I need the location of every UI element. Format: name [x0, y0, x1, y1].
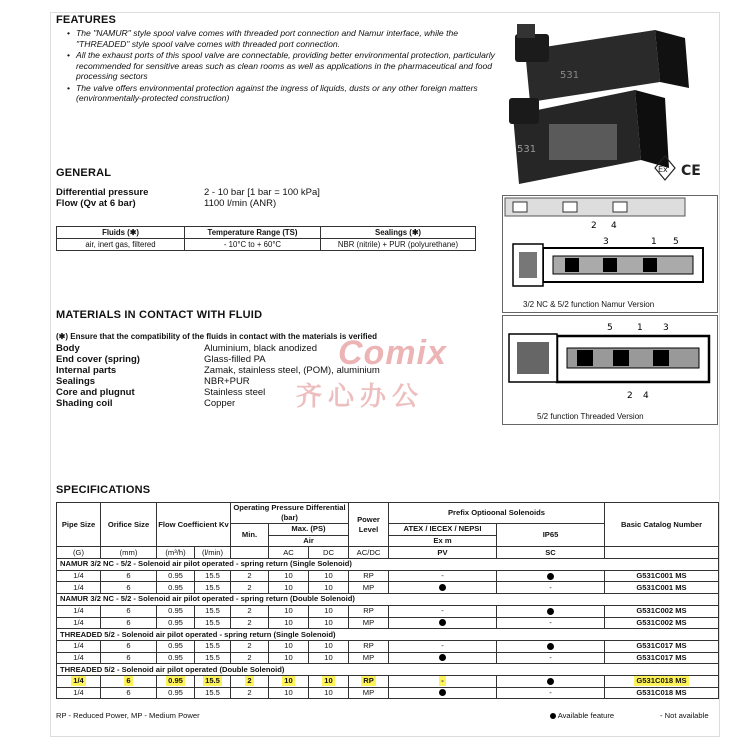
highlighted-value: 0.95 — [168, 676, 183, 686]
svg-text:1: 1 — [651, 237, 657, 247]
table-cell: G531C018 MS — [605, 687, 719, 699]
table-cell: 15.5 — [195, 605, 231, 617]
table-cell — [605, 675, 719, 687]
table-cell: 10 — [309, 687, 349, 699]
table-cell: G531C017 MS — [605, 640, 719, 652]
cell-available — [497, 605, 605, 617]
highlighted-value: 10 — [324, 676, 333, 686]
table-cell: 10 — [269, 640, 309, 652]
highlighted-value: 10 — [284, 676, 293, 686]
group-row — [57, 664, 719, 676]
table-cell: 1/4 — [57, 605, 101, 617]
table-cell: 6 — [101, 582, 157, 594]
svg-text:531: 531 — [517, 144, 537, 155]
col-pipe: Pipe Size — [57, 503, 101, 547]
svg-text:2: 2 — [627, 391, 633, 401]
specifications-title: SPECIFICATIONS — [56, 484, 151, 496]
table-cell: 0.95 — [157, 652, 195, 664]
material-row: End cover (spring) Glass-filled PA — [56, 354, 266, 365]
table-cell: 6 — [101, 640, 157, 652]
available-dot-icon — [547, 608, 554, 615]
col-catalog: Basic Catalog Number — [605, 503, 719, 547]
group-row — [57, 629, 719, 641]
highlighted-value: G531C018 MS — [636, 676, 687, 686]
table-cell: 0.95 — [157, 640, 195, 652]
svg-text:CE: CE — [681, 163, 701, 179]
table-cell: - — [497, 652, 605, 664]
table-row — [57, 652, 719, 664]
available-dot-icon — [439, 689, 446, 696]
svg-text:2: 2 — [591, 221, 597, 231]
table-cell — [309, 675, 349, 687]
table-cell: MP — [349, 617, 389, 629]
table-cell: 6 — [101, 687, 157, 699]
highlighted-value: 15.5 — [205, 676, 220, 686]
table-cell — [195, 675, 231, 687]
table-cell: 2 — [231, 570, 269, 582]
table-cell: 6 — [101, 570, 157, 582]
table-row — [57, 640, 719, 652]
material-row: Internal parts Zamak, stainless steel, (POM), aluminium — [56, 365, 380, 376]
highlighted-value: - — [441, 676, 444, 686]
group-title: THREADED 5/2 - Solenoid air pilot operated - spring return (Single Solenoid) — [57, 629, 719, 641]
cell-available — [497, 640, 605, 652]
material-row: Shading coil Copper — [56, 398, 236, 409]
table-cell: 1/4 — [57, 617, 101, 629]
table-cell: 2 — [231, 605, 269, 617]
col-prefix: Prefix Optioonal Solenoids — [389, 503, 605, 524]
available-dot-icon — [547, 643, 554, 650]
table-cell — [101, 675, 157, 687]
table-cell: RP — [349, 605, 389, 617]
table-cell: - — [389, 640, 497, 652]
table-cell: 6 — [101, 617, 157, 629]
svg-text:Ex: Ex — [658, 165, 668, 174]
highlighted-value: 2 — [247, 676, 252, 686]
table-cell: G531C017 MS — [605, 652, 719, 664]
group-row — [57, 594, 719, 606]
table-cell: 15.5 — [195, 640, 231, 652]
specifications-table: Pipe Size Orifice Size Flow Coefficient Kv Operating Pressure Differential (bar) Power Level Prefix Optioonal Solenoids Basic Catalog Number Min. Max. (PS) ATEX / IECEX / NEPSI IP65 Air Ex m (G) (mm) (m³/h) (l/min) AC DC AC/DC PV SC NAMUR 3/2 NC - 5/2 - Solenoid air pilot operated - spring return (Single Solenoid) 1/4 6 0.95 15.5 2 10 10 RP - G531C001 MS 1/4 6 0.95 15.5 2 10 10 MP - G531C001 MS NAMUR 3/2 NC - 5/2 - Solenoid air pilot operated - spring return (Double Solenoid) 1/4 6 0.95 15.5 2 10 10 RP - G531C002 MS 1/4 6 0.95 15.5 2 10 10 MP - G531C002 MS THREADED 5/2 - Solenoid air pilot operated - spring return (Single Solenoid) 1/4 6 0.95 15.5 2 10 10 RP - G531C017 MS 1/4 6 0.95 15.5 2 10 10 MP - G531C017 MS THREADED 5/2 - Solenoid air pilot operated (Double Solenoid) 1/4 6 0.95 15.5 2 10 10 RP - G531C018 MS 1/4 6 0.95 15.5 2 10 10 MP - G531C018 MS — [56, 502, 719, 699]
table-cell: G531C001 MS — [605, 582, 719, 594]
table-cell: RP — [349, 570, 389, 582]
group-title: NAMUR 3/2 NC - 5/2 - Solenoid air pilot operated - spring return (Double Solenoid) — [57, 594, 719, 606]
watermark-chinese: 齐心办公 — [296, 381, 425, 411]
table-cell: 6 — [101, 605, 157, 617]
table-cell — [349, 675, 389, 687]
cell-available — [389, 582, 497, 594]
table-cell: 0.95 — [157, 605, 195, 617]
fluid-table: Fluids (✱) Temperature Range (TS) Sealings (✱) air, inert gas, filtered - 10°C to + 60°C NBR (nitrile) + PUR (polyurethane) — [56, 226, 476, 251]
table-cell: 15.5 — [195, 687, 231, 699]
table-cell: 10 — [309, 652, 349, 664]
table-cell — [231, 675, 269, 687]
table-cell: 6 — [101, 652, 157, 664]
table-cell: 10 — [269, 605, 309, 617]
table-cell: 15.5 — [195, 582, 231, 594]
svg-text:531: 531 — [560, 70, 580, 81]
materials-note: (✱) Ensure that the compatibility of the fluids in contact with the materials is verified — [56, 332, 377, 341]
material-row: Body Aluminium, black anodized — [56, 343, 318, 354]
available-dot-icon — [550, 713, 556, 719]
table-cell: 10 — [269, 687, 309, 699]
svg-text:5: 5 — [673, 237, 679, 247]
table-cell: 1/4 — [57, 570, 101, 582]
material-row: Core and plugnut Stainless steel — [56, 387, 266, 398]
table-cell: 1/4 — [57, 652, 101, 664]
table-cell: 2 — [231, 640, 269, 652]
table-cell: 1/4 — [57, 640, 101, 652]
available-dot-icon — [439, 654, 446, 661]
table-cell: 0.95 — [157, 617, 195, 629]
table-cell: 10 — [269, 652, 309, 664]
threaded-caption: 5/2 function Threaded Version — [537, 412, 644, 421]
table-cell: 10 — [269, 570, 309, 582]
general-row: Flow (Qv at 6 bar) 1100 l/min (ANR) — [56, 198, 277, 209]
table-cell: 2 — [231, 582, 269, 594]
table-cell: 10 — [269, 617, 309, 629]
table-row — [57, 582, 719, 594]
group-row — [57, 559, 719, 571]
cell-available — [497, 675, 605, 687]
available-dot-icon — [547, 678, 554, 685]
table-cell: - — [497, 617, 605, 629]
footer-legend: RP - Reduced Power, MP - Medium Power — [56, 711, 200, 720]
table-row — [57, 617, 719, 629]
col-power: Power Level — [349, 503, 389, 547]
group-title: NAMUR 3/2 NC - 5/2 - Solenoid air pilot operated - spring return (Single Solenoid) — [57, 559, 719, 571]
table-cell: 10 — [309, 617, 349, 629]
table-cell: 10 — [269, 582, 309, 594]
table-cell: 0.95 — [157, 570, 195, 582]
general-title: GENERAL — [56, 167, 112, 179]
table-cell: 15.5 — [195, 652, 231, 664]
feature-item: • The "NAMUR" style spool valve comes with threaded port connection and Namur interface, while the "THREADED" style spool valve comes with threaded port connection. — [66, 28, 496, 49]
svg-text:1: 1 — [637, 323, 643, 333]
table-cell: 2 — [231, 617, 269, 629]
table-cell: 15.5 — [195, 570, 231, 582]
cell-available — [389, 652, 497, 664]
table-cell — [389, 675, 497, 687]
table-cell: RP — [349, 640, 389, 652]
svg-text:3: 3 — [663, 323, 669, 333]
cell-available — [389, 687, 497, 699]
table-cell: 10 — [309, 582, 349, 594]
threaded-section-drawing — [502, 315, 718, 425]
table-cell: MP — [349, 582, 389, 594]
table-cell: - — [497, 687, 605, 699]
features-list — [66, 28, 496, 105]
available-dot-icon — [547, 573, 554, 580]
namur-caption: 3/2 NC & 5/2 function Namur Version — [523, 300, 655, 309]
svg-text:5: 5 — [607, 323, 613, 333]
feature-item: • The valve offers environmental protection against the ingress of liquids, dusts or any other foreign matters (environmentally-protected construction) — [66, 83, 496, 104]
group-title: THREADED 5/2 - Solenoid air pilot operated (Double Solenoid) — [57, 664, 719, 676]
table-cell: MP — [349, 687, 389, 699]
svg-text:3: 3 — [603, 237, 609, 247]
col-op-pressure: Operating Pressure Differential (bar) — [231, 503, 349, 524]
available-dot-icon — [439, 619, 446, 626]
product-photo — [505, 20, 717, 190]
available-dot-icon — [439, 584, 446, 591]
table-cell: G531C002 MS — [605, 617, 719, 629]
general-specs — [56, 187, 320, 209]
table-cell — [57, 675, 101, 687]
table-cell: 1/4 — [57, 687, 101, 699]
table-cell: 10 — [309, 570, 349, 582]
table-cell: MP — [349, 652, 389, 664]
units-row: (G) (mm) (m³/h) (l/min) AC DC AC/DC PV SC — [57, 547, 719, 559]
table-cell: - — [389, 570, 497, 582]
table-cell: 15.5 — [195, 617, 231, 629]
table-cell: 0.95 — [157, 687, 195, 699]
table-cell: 10 — [309, 605, 349, 617]
svg-text:4: 4 — [611, 221, 617, 231]
table-cell: G531C002 MS — [605, 605, 719, 617]
table-cell: 0.95 — [157, 582, 195, 594]
highlighted-value: RP — [363, 676, 374, 686]
table-cell: 2 — [231, 687, 269, 699]
table-cell — [269, 675, 309, 687]
highlighted-value: 6 — [126, 676, 131, 686]
table-row — [57, 675, 719, 687]
table-row — [57, 687, 719, 699]
material-row: Sealings NBR+PUR — [56, 376, 250, 387]
table-row — [57, 605, 719, 617]
col-orifice: Orifice Size — [101, 503, 157, 547]
table-cell: - — [389, 605, 497, 617]
cell-available — [389, 617, 497, 629]
cell-available — [497, 570, 605, 582]
footer-available: Available feature — [550, 711, 614, 720]
footer-not-available: - Not available — [660, 711, 709, 720]
table-row — [57, 570, 719, 582]
feature-item: • All the exhaust ports of this spool valve are connectable, providing better environmental protection, particularly recommended for sensitive areas such as clean rooms as well as applications in the pharmaceutical and food processing sectors — [66, 50, 496, 82]
table-cell: 1/4 — [57, 582, 101, 594]
table-cell: G531C001 MS — [605, 570, 719, 582]
highlighted-value: 1/4 — [73, 676, 84, 686]
table-cell: 2 — [231, 652, 269, 664]
features-title: FEATURES — [56, 14, 117, 26]
table-cell — [157, 675, 195, 687]
table-cell: - — [497, 582, 605, 594]
svg-text:4: 4 — [643, 391, 649, 401]
namur-section-drawing — [502, 195, 718, 313]
table-cell: 10 — [309, 640, 349, 652]
materials-title: MATERIALS IN CONTACT WITH FLUID — [56, 309, 263, 321]
watermark-brand: Comix — [338, 334, 447, 372]
general-row: Differential pressure 2 - 10 bar [1 bar = 100 kPa] — [56, 187, 320, 198]
col-flow: Flow Coefficient Kv — [157, 503, 231, 547]
